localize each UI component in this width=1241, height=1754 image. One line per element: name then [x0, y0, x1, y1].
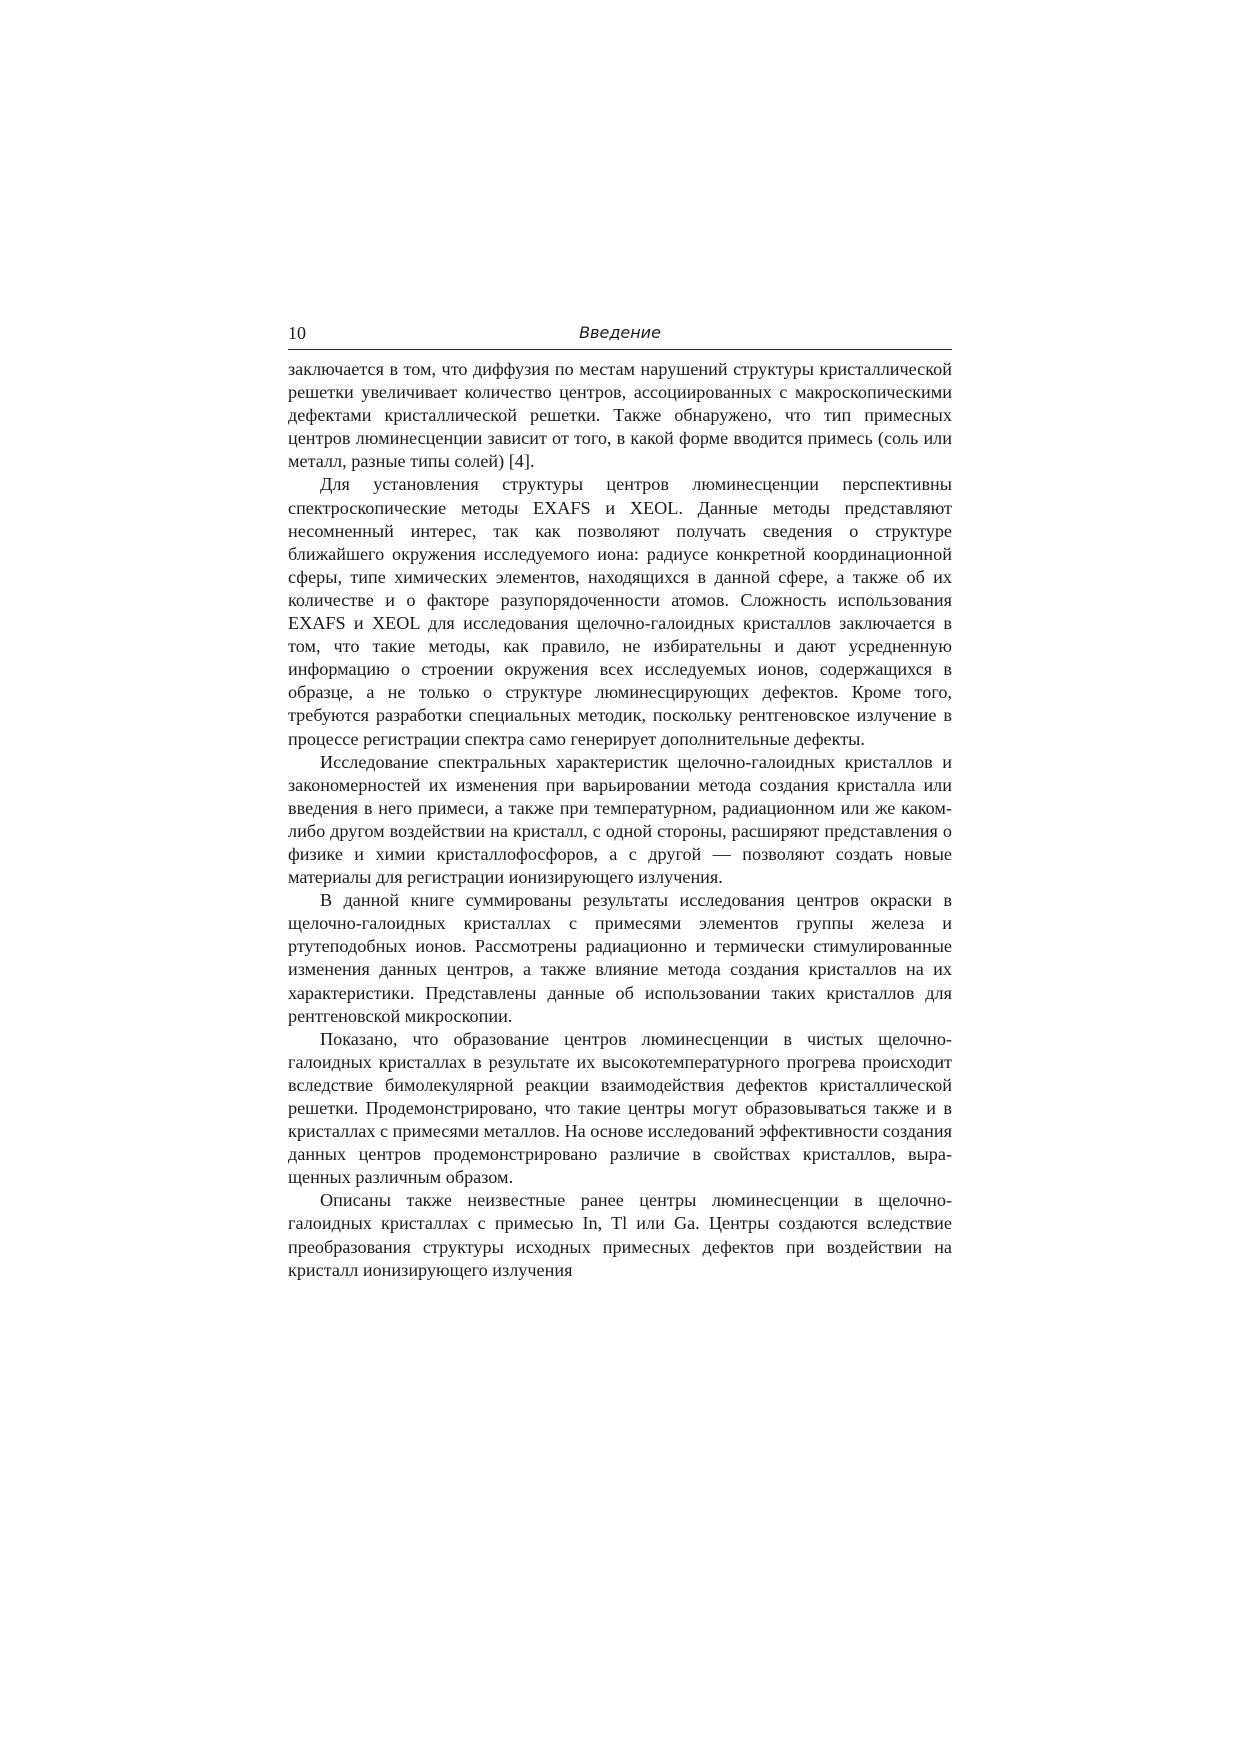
- body-text: [288, 358, 952, 1282]
- paragraph-3: Исследование спектральных характеристик щелочно-галоидных кристаллов и закономерностей их изменения при варьировании метода создания кристалла или введения в него примеси, а также при температурном, радиационном или же каком-либо другом воздействии на кристалл, с одной стороны, расширяют представления о физике и химии кристаллофосфоров, а с другой — позволяют создать новые материалы для регистрации ионизирующего излучения.: [288, 751, 952, 888]
- paragraph-5: Показано, что образование центров люминесценции в чистых щелочно-галоидных кристаллах в результате их высокотемпературного прогрева происходит вследствие бимолекулярной реакции взаимодействия дефектов кристаллической решетки. Продемонстрировано, что такие центры могут образовываться также и в кристаллах с примесями металлов. На основе исследований эффективности создания данных центров продемонстрировано различие в свойствах кристаллов, выращенных различным образом.: [288, 1028, 952, 1188]
- book-page: [288, 322, 952, 1282]
- paragraph-4: В данной книге суммированы результаты исследования центров окраски в щелочно-галоидных кристаллах с примесями элементов группы железа и ртутеподобных ионов. Рассмотрены радиационно и термически стимулированные изменения данных центров, а также влияние метода создания кристаллов на их характеристики. Представлены данные об использовании таких кристаллов для рентгеновской микроскопии.: [288, 890, 952, 1026]
- paragraph-6: Описаны также неизвестные ранее центры люминесценции в щелочно-галоидных кристаллах с примесью In, Tl или Ga. Центры создаются вследствие преобразования структуры исходных примесных дефектов при воздействии на кристалл ионизирующего излучения: [288, 1190, 952, 1280]
- running-title: Введение: [579, 323, 661, 342]
- page-number: 10: [288, 323, 306, 343]
- running-head: [288, 322, 952, 350]
- paragraph-2: Для установления структуры центров люминесценции перспективны спектроскопические методы EXAFS и XEOL. Данные методы представляют несомненный интерес, так как позволяют получать сведения о структуре ближайшего окружения исследуемого иона: радиусе конкретной координационной сферы, типе химических элементов, находящихся в данной сфере, а также об их количестве и о факторе разупорядоченности атомов. Сложность использования EXAFS и XEOL для исследования щелочно-галоидных кристаллов заключается в том, что такие методы, как правило, не избирательны и дают усредненную информацию о строении окружения всех исследуемых ионов, содержащихся в образце, а не только о структуре люминесцирующих дефектов. Кроме того, требуются разработки специальных методик, поскольку рентгеновское излучение в процессе регистрации спектра само генерирует дополнительные дефекты.: [288, 474, 952, 749]
- paragraph-1: заключается в том, что диффузия по местам нарушений структуры кристаллической решетки увеличивает количество центров, ассоциированных с макроскопическими дефектами кристаллической решетки. Также обнаружено, что тип примесных центров люминесценции зависит от того, в какой форме вводится примесь (соль или металл, разные типы солей) [4].: [288, 359, 952, 472]
